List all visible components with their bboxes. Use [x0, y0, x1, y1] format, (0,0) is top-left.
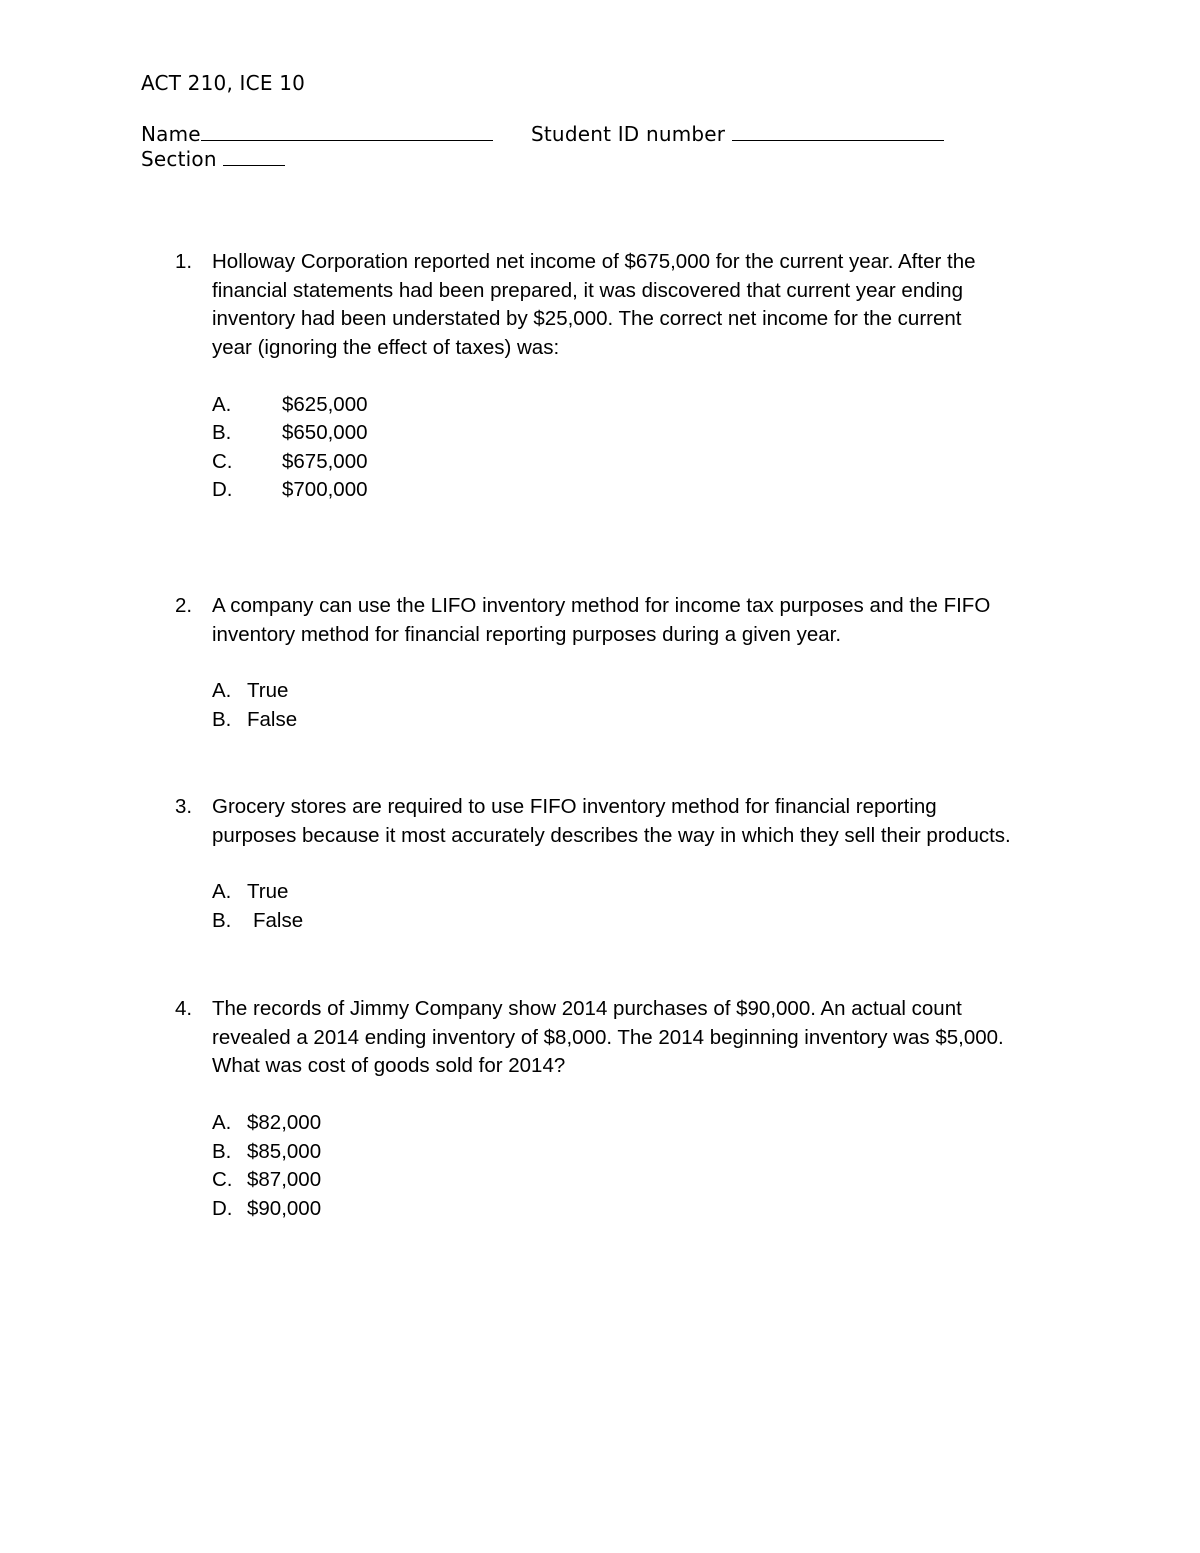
question-line: Grocery stores are required to use FIFO inventory method for financial reporting [212, 795, 937, 818]
question-1 [175, 248, 1062, 505]
section-field[interactable] [141, 147, 285, 171]
question-line: financial statements had been prepared, it was discovered that current year ending [212, 278, 963, 302]
answer-options [212, 878, 1062, 935]
option-letter: A. [212, 679, 232, 703]
answer-option-b[interactable] [212, 419, 1062, 448]
question-4 [175, 995, 1062, 1223]
option-text: $87,000 [247, 1168, 322, 1192]
option-text: False [253, 908, 304, 932]
question-3 [175, 793, 1062, 935]
answer-option-c[interactable] [212, 448, 1062, 477]
course-title: ACT 210, ICE 10 [141, 71, 306, 95]
answer-options [212, 677, 1062, 734]
option-text: $650,000 [282, 421, 368, 445]
question-line: revealed a 2014 ending inventory of $8,000. The 2014 beginning inventory was $5,000. [212, 1025, 1004, 1049]
option-letter: C. [212, 1168, 233, 1192]
option-letter: A. [212, 1111, 232, 1135]
section-blank[interactable] [223, 147, 285, 166]
answer-option-c[interactable] [212, 1166, 1062, 1195]
student-id-blank[interactable] [732, 122, 944, 141]
question-line: year (ignoring the effect of taxes) was: [212, 336, 560, 360]
question-line: Holloway Corporation reported net income of $675,000 for the current year. After the [212, 250, 976, 273]
option-text: $675,000 [282, 449, 368, 473]
name-label: Name [141, 122, 201, 146]
question-line: inventory method for financial reporting purposes during a given year. [212, 622, 842, 646]
option-text: $85,000 [247, 1139, 322, 1163]
answer-option-d[interactable] [212, 476, 1062, 505]
option-text: False [247, 707, 298, 731]
question-line: purposes because it most accurately describes the way in which they sell their products. [212, 823, 1011, 847]
question-text [212, 592, 1062, 649]
answer-option-b[interactable] [212, 706, 1062, 735]
answer-option-a[interactable] [212, 878, 1062, 907]
question-line: What was cost of goods sold for 2014? [212, 1054, 566, 1078]
answer-options [212, 391, 1062, 505]
question-number: 3. [175, 795, 193, 818]
option-letter: D. [212, 1196, 233, 1220]
question-number: 1. [175, 250, 193, 273]
name-field[interactable] [141, 122, 493, 146]
option-letter: B. [212, 707, 232, 731]
answer-option-a[interactable] [212, 391, 1062, 420]
student-id-label: Student ID number [531, 122, 726, 146]
answer-option-a[interactable] [212, 677, 1062, 706]
option-letter: B. [212, 908, 232, 932]
option-letter: D. [212, 478, 233, 502]
section-label: Section [141, 147, 217, 171]
name-blank[interactable] [201, 122, 493, 141]
question-line: The records of Jimmy Company show 2014 purchases of $90,000. An actual count [212, 997, 962, 1020]
option-text: True [247, 880, 289, 904]
option-letter: B. [212, 1139, 232, 1163]
question-number: 2. [175, 594, 193, 617]
answer-options [212, 1109, 1062, 1223]
option-letter: A. [212, 392, 232, 416]
answer-option-b[interactable] [212, 907, 1062, 936]
question-text [212, 793, 1062, 850]
question-number: 4. [175, 997, 193, 1020]
option-letter: A. [212, 880, 232, 904]
option-text: $625,000 [282, 392, 368, 416]
question-2 [175, 592, 1062, 734]
question-line: inventory had been understated by $25,000. The correct net income for the current [212, 307, 962, 331]
question-line: A company can use the LIFO inventory method for income tax purposes and the FIFO [212, 594, 991, 617]
answer-option-d[interactable] [212, 1195, 1062, 1224]
option-text: $90,000 [247, 1196, 322, 1220]
question-text [212, 248, 1062, 363]
question-text [212, 995, 1062, 1081]
option-text: True [247, 679, 289, 703]
option-letter: C. [212, 449, 233, 473]
student-id-field[interactable] [531, 122, 944, 146]
option-text: $82,000 [247, 1111, 322, 1135]
option-text: $700,000 [282, 478, 368, 502]
answer-option-a[interactable] [212, 1109, 1062, 1138]
answer-option-b[interactable] [212, 1138, 1062, 1167]
option-letter: B. [212, 421, 232, 445]
